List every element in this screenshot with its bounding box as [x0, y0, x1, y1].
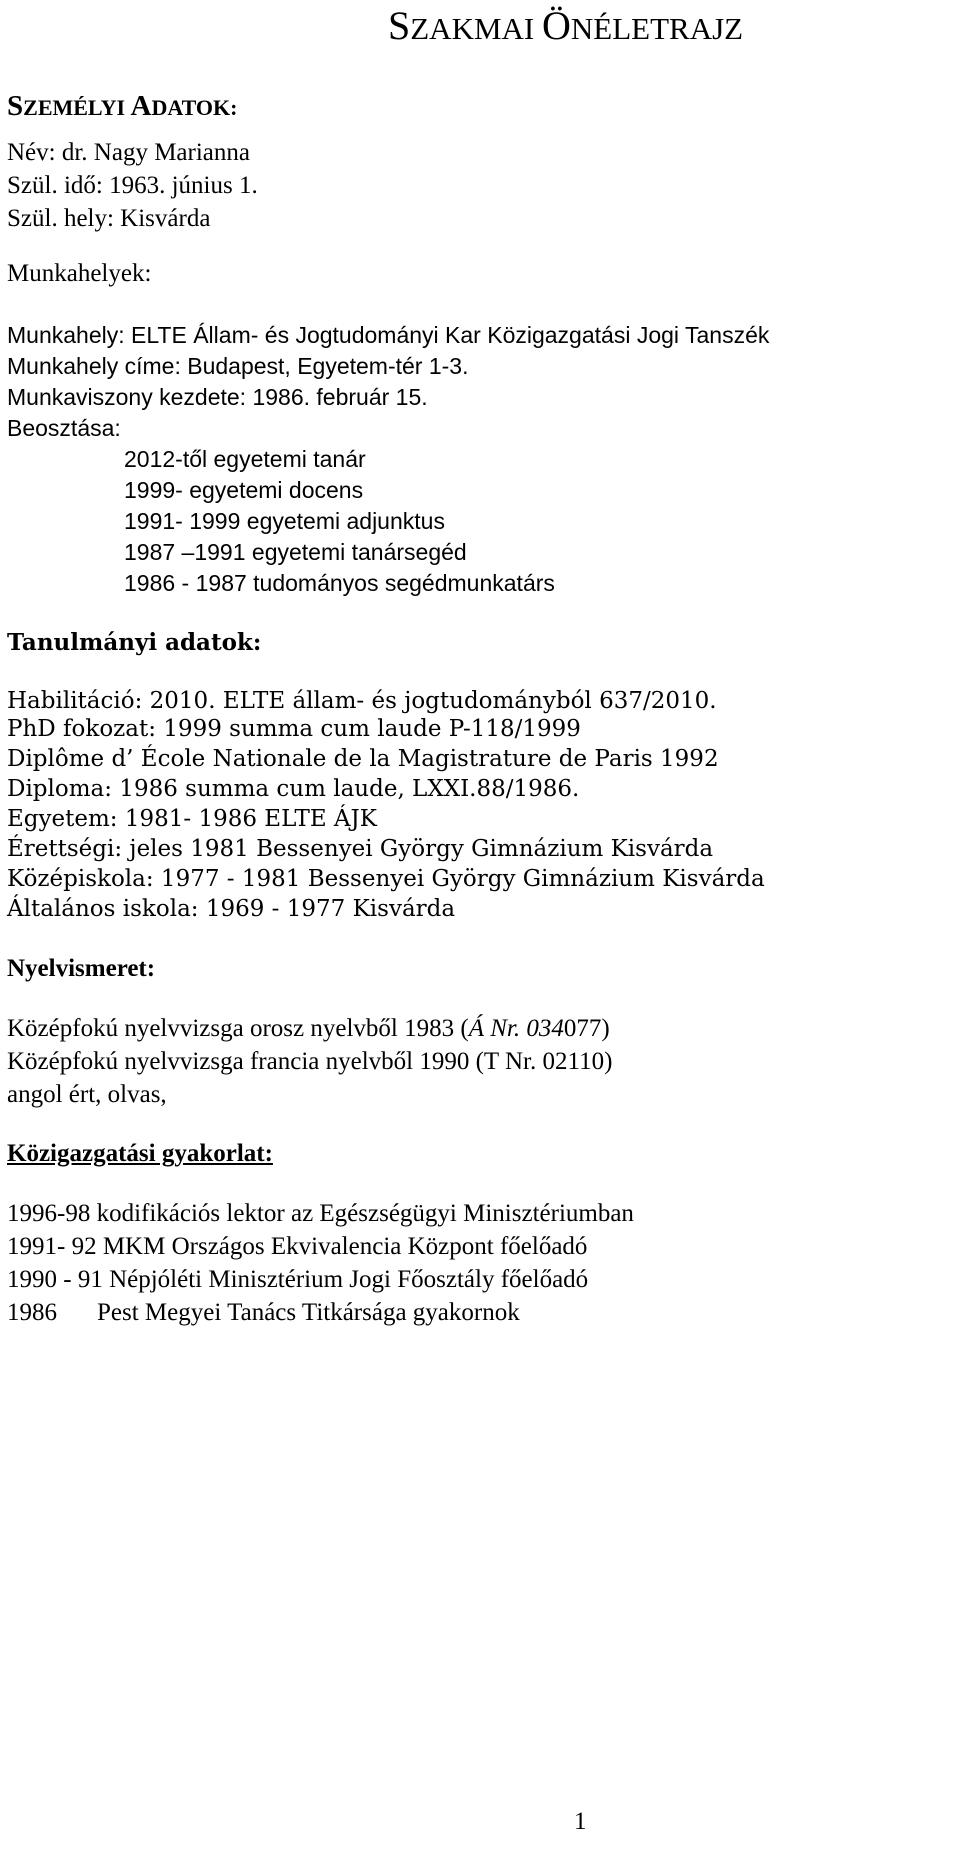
studies-heading: Tanulmányi adatok:	[7, 629, 262, 656]
english-line: angol ért, olvas,	[7, 1081, 167, 1108]
french-exam-line: Középfokú nyelvvizsga francia nyelvből 1990 (T Nr. 02110)	[7, 1048, 613, 1075]
position-item: 1999- egyetemi docens	[124, 477, 364, 503]
employment-start-line: Munkaviszony kezdete: 1986. február 15.	[7, 384, 428, 410]
admin-practice-item: 1991- 92 MKM Országos Ekvivalencia Központ főelőadó	[7, 1233, 588, 1260]
diplome-line: Diplôme d’ École Nationale de la Magistrature de Paris 1992	[7, 746, 719, 772]
admin-practice-heading: Közigazgatási gyakorlat:	[7, 1140, 273, 1167]
position-item: 2012-től egyetemi tanár	[124, 446, 366, 472]
page-number: 1	[574, 1808, 587, 1835]
admin-practice-item: 1990 - 91 Népjóléti Minisztérium Jogi Főosztály főelőadó	[7, 1266, 589, 1293]
diploma-line: Diploma: 1986 summa cum laude, LXXI.88/1986.	[7, 776, 580, 802]
admin-practice-item: 1986 Pest Megyei Tanács Titkársága gyakornok	[7, 1299, 520, 1326]
document-title: SZAKMAI ÖNÉLETRAJZ	[388, 3, 744, 48]
name-line: Név: dr. Nagy Marianna	[7, 139, 250, 166]
birth-date-line: Szül. idő: 1963. június 1.	[7, 172, 258, 199]
secondary-school-line: Középiskola: 1977 - 1981 Bessenyei György Gimnázium Kisvárda	[7, 866, 765, 892]
position-item: 1991- 1999 egyetemi adjunktus	[124, 508, 445, 534]
position-label: Beosztása:	[7, 415, 121, 441]
phd-line: PhD fokozat: 1999 summa cum laude P-118/1999	[7, 716, 581, 742]
birth-place-line: Szül. hely: Kisvárda	[7, 205, 211, 232]
matura-line: Érettségi: jeles 1981 Bessenyei György Gimnázium Kisvárda	[7, 836, 714, 862]
workplace-address-line: Munkahely címe: Budapest, Egyetem-tér 1-3.	[7, 353, 469, 379]
habilitation-line: Habilitáció: 2010. ELTE állam- és jogtudományból 637/2010.	[7, 688, 717, 714]
university-line: Egyetem: 1981- 1986 ELTE ÁJK	[7, 806, 377, 832]
admin-practice-item: 1996-98 kodifikációs lektor az Egészségügyi Minisztériumban	[7, 1200, 634, 1227]
personal-heading: SZEMÉLYI ADATOK:	[7, 90, 238, 122]
position-item: 1986 - 1987 tudományos segédmunkatárs	[124, 570, 555, 596]
russian-exam-line: Középfokú nyelvvizsga orosz nyelvből 1983 (Á Nr. 034077)	[7, 1015, 610, 1042]
primary-school-line: Általános iskola: 1969 - 1977 Kisvárda	[7, 896, 456, 922]
languages-heading: Nyelvismeret:	[7, 955, 156, 982]
workplaces-heading: Munkahelyek:	[7, 260, 152, 287]
position-item: 1987 –1991 egyetemi tanársegéd	[124, 539, 467, 565]
workplace-line: Munkahely: ELTE Állam- és Jogtudományi Kar Közigazgatási Jogi Tanszék	[7, 322, 770, 348]
